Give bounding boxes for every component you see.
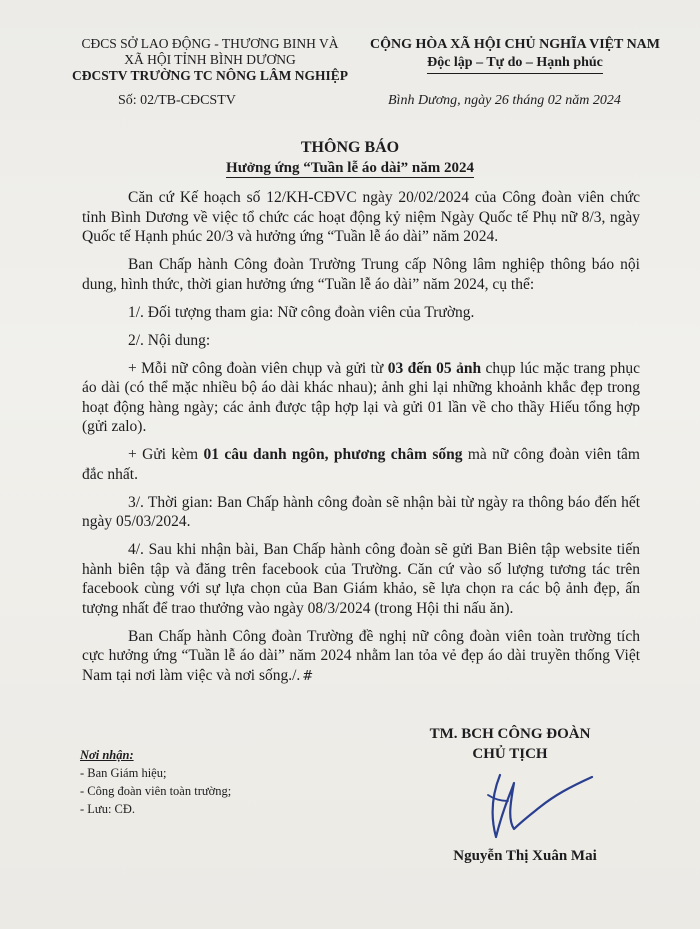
quote-text-2: mà nữ công đoàn viên tâm đắc nhất. xyxy=(82,446,640,483)
national-header xyxy=(350,36,680,74)
photos-count: 03 đến 05 ảnh xyxy=(387,359,482,377)
paragraph-photos xyxy=(82,359,640,437)
paragraph-content-heading: 2/. Nội dung: xyxy=(128,331,211,349)
quote-text-1: + Gửi kèm xyxy=(128,446,204,463)
document-subtitle-wrap xyxy=(0,158,700,178)
document-body xyxy=(82,188,640,695)
signature-block xyxy=(390,724,630,764)
signer-organization: TM. BCH CÔNG ĐOÀN xyxy=(429,726,591,742)
paragraph-process: 4/. Sau khi nhận bài, Ban Chấp hành công đoàn sẽ gửi Ban Biên tập website tiến hành biên tập và đăng trên facebook của Trường. Căn cứ vào số lượng tương tác trên facebook cùng với sự lựa chọn của Ban Giám khảo, sẽ lựa chọn ra các bộ ảnh đẹp, ấn tượng nhất để trao thưởng vào ngày 08/3/2024 (trong Hội thi nấu ăn). xyxy=(82,541,640,617)
photos-text-2: chụp lúc mặc trang phục áo dài (có thể mặc nhiều bộ áo dài khác nhau); ảnh ghi lại những khoảnh khắc đẹp trong hoạt động hàng ngày; các ảnh được tập hợp lại và gửi 01 lần về cho thầy Hiếu tổng hợp (gửi zalo). xyxy=(82,359,640,435)
document-title: THÔNG BÁO xyxy=(300,139,400,156)
closing-text: Ban Chấp hành Công đoàn Trường đề nghị nữ công đoàn viên toàn trường tích cực hưởng ứng “Tuần lễ áo dài” năm 2024 nhằm lan tỏa vẻ đẹp áo dài truyền thống Việt Nam tại nơi làm việc và nơi sống./. xyxy=(82,627,640,684)
issuer-line-1: CĐCS SỞ LAO ĐỘNG - THƯƠNG BINH VÀ xyxy=(81,36,339,51)
issuer-header xyxy=(60,36,360,84)
document-number: Số: 02/TB-CĐCSTV xyxy=(118,93,236,108)
paragraph-closing xyxy=(82,627,640,687)
issuer-line-3: CĐCSTV TRƯỜNG TC NÔNG LÂM NGHIỆP xyxy=(72,68,348,83)
paragraph-timeline: 3/. Thời gian: Ban Chấp hành công đoàn sẽ nhận bài từ ngày ra thông báo đến hết ngày 05/03/2024. xyxy=(82,493,640,530)
paragraph-quote xyxy=(82,445,640,484)
place-date: Bình Dương, ngày 26 tháng 02 năm 2024 xyxy=(388,93,621,108)
national-motto: Độc lập – Tự do – Hạnh phúc xyxy=(427,54,603,74)
issuer-line-2: XÃ HỘI TỈNH BÌNH DƯƠNG xyxy=(124,52,296,67)
document-subtitle: Hưởng ứng “Tuần lễ áo dài” năm 2024 xyxy=(226,160,474,176)
end-mark: # xyxy=(302,668,314,684)
signer-title: CHỦ TỊCH xyxy=(472,746,548,762)
paragraph-participants: 1/. Đối tượng tham gia: Nữ công đoàn viên của Trường. xyxy=(128,303,475,321)
photos-text-1: + Mỗi nữ công đoàn viên chụp và gửi từ xyxy=(128,359,388,377)
recipient-item: - Ban Giám hiệu; xyxy=(80,766,167,780)
recipient-item: - Công đoàn viên toàn trường; xyxy=(80,784,232,798)
recipients-heading: Nơi nhận: xyxy=(80,748,134,762)
recipient-item: - Lưu: CĐ. xyxy=(80,802,136,816)
paragraph-basis: Căn cứ Kế hoạch số 12/KH-CĐVC ngày 20/02/2024 của Công đoàn viên chức tỉnh Bình Dương về việc tổ chức các hoạt động kỷ niệm Ngày Quốc tế Phụ nữ 8/3, ngày Quốc tế Hạnh phúc 20/3 và hưởng ứng “Tuần lễ áo dài” năm 2024. xyxy=(82,189,640,245)
paragraph-announcement: Ban Chấp hành Công đoàn Trường Trung cấp Nông lâm nghiệp thông báo nội dung, hình thức, thời gian hưởng ứng “Tuần lễ áo dài” năm 2024, cụ thể: xyxy=(82,256,640,293)
country-name: CỘNG HÒA XÃ HỘI CHỦ NGHĨA VIỆT NAM xyxy=(369,37,660,52)
handwritten-signature-icon xyxy=(470,765,600,845)
signer-name: Nguyễn Thị Xuân Mai xyxy=(453,848,597,864)
quote-bold: 01 câu danh ngôn, phương châm sống xyxy=(203,446,463,463)
recipients xyxy=(80,746,231,818)
